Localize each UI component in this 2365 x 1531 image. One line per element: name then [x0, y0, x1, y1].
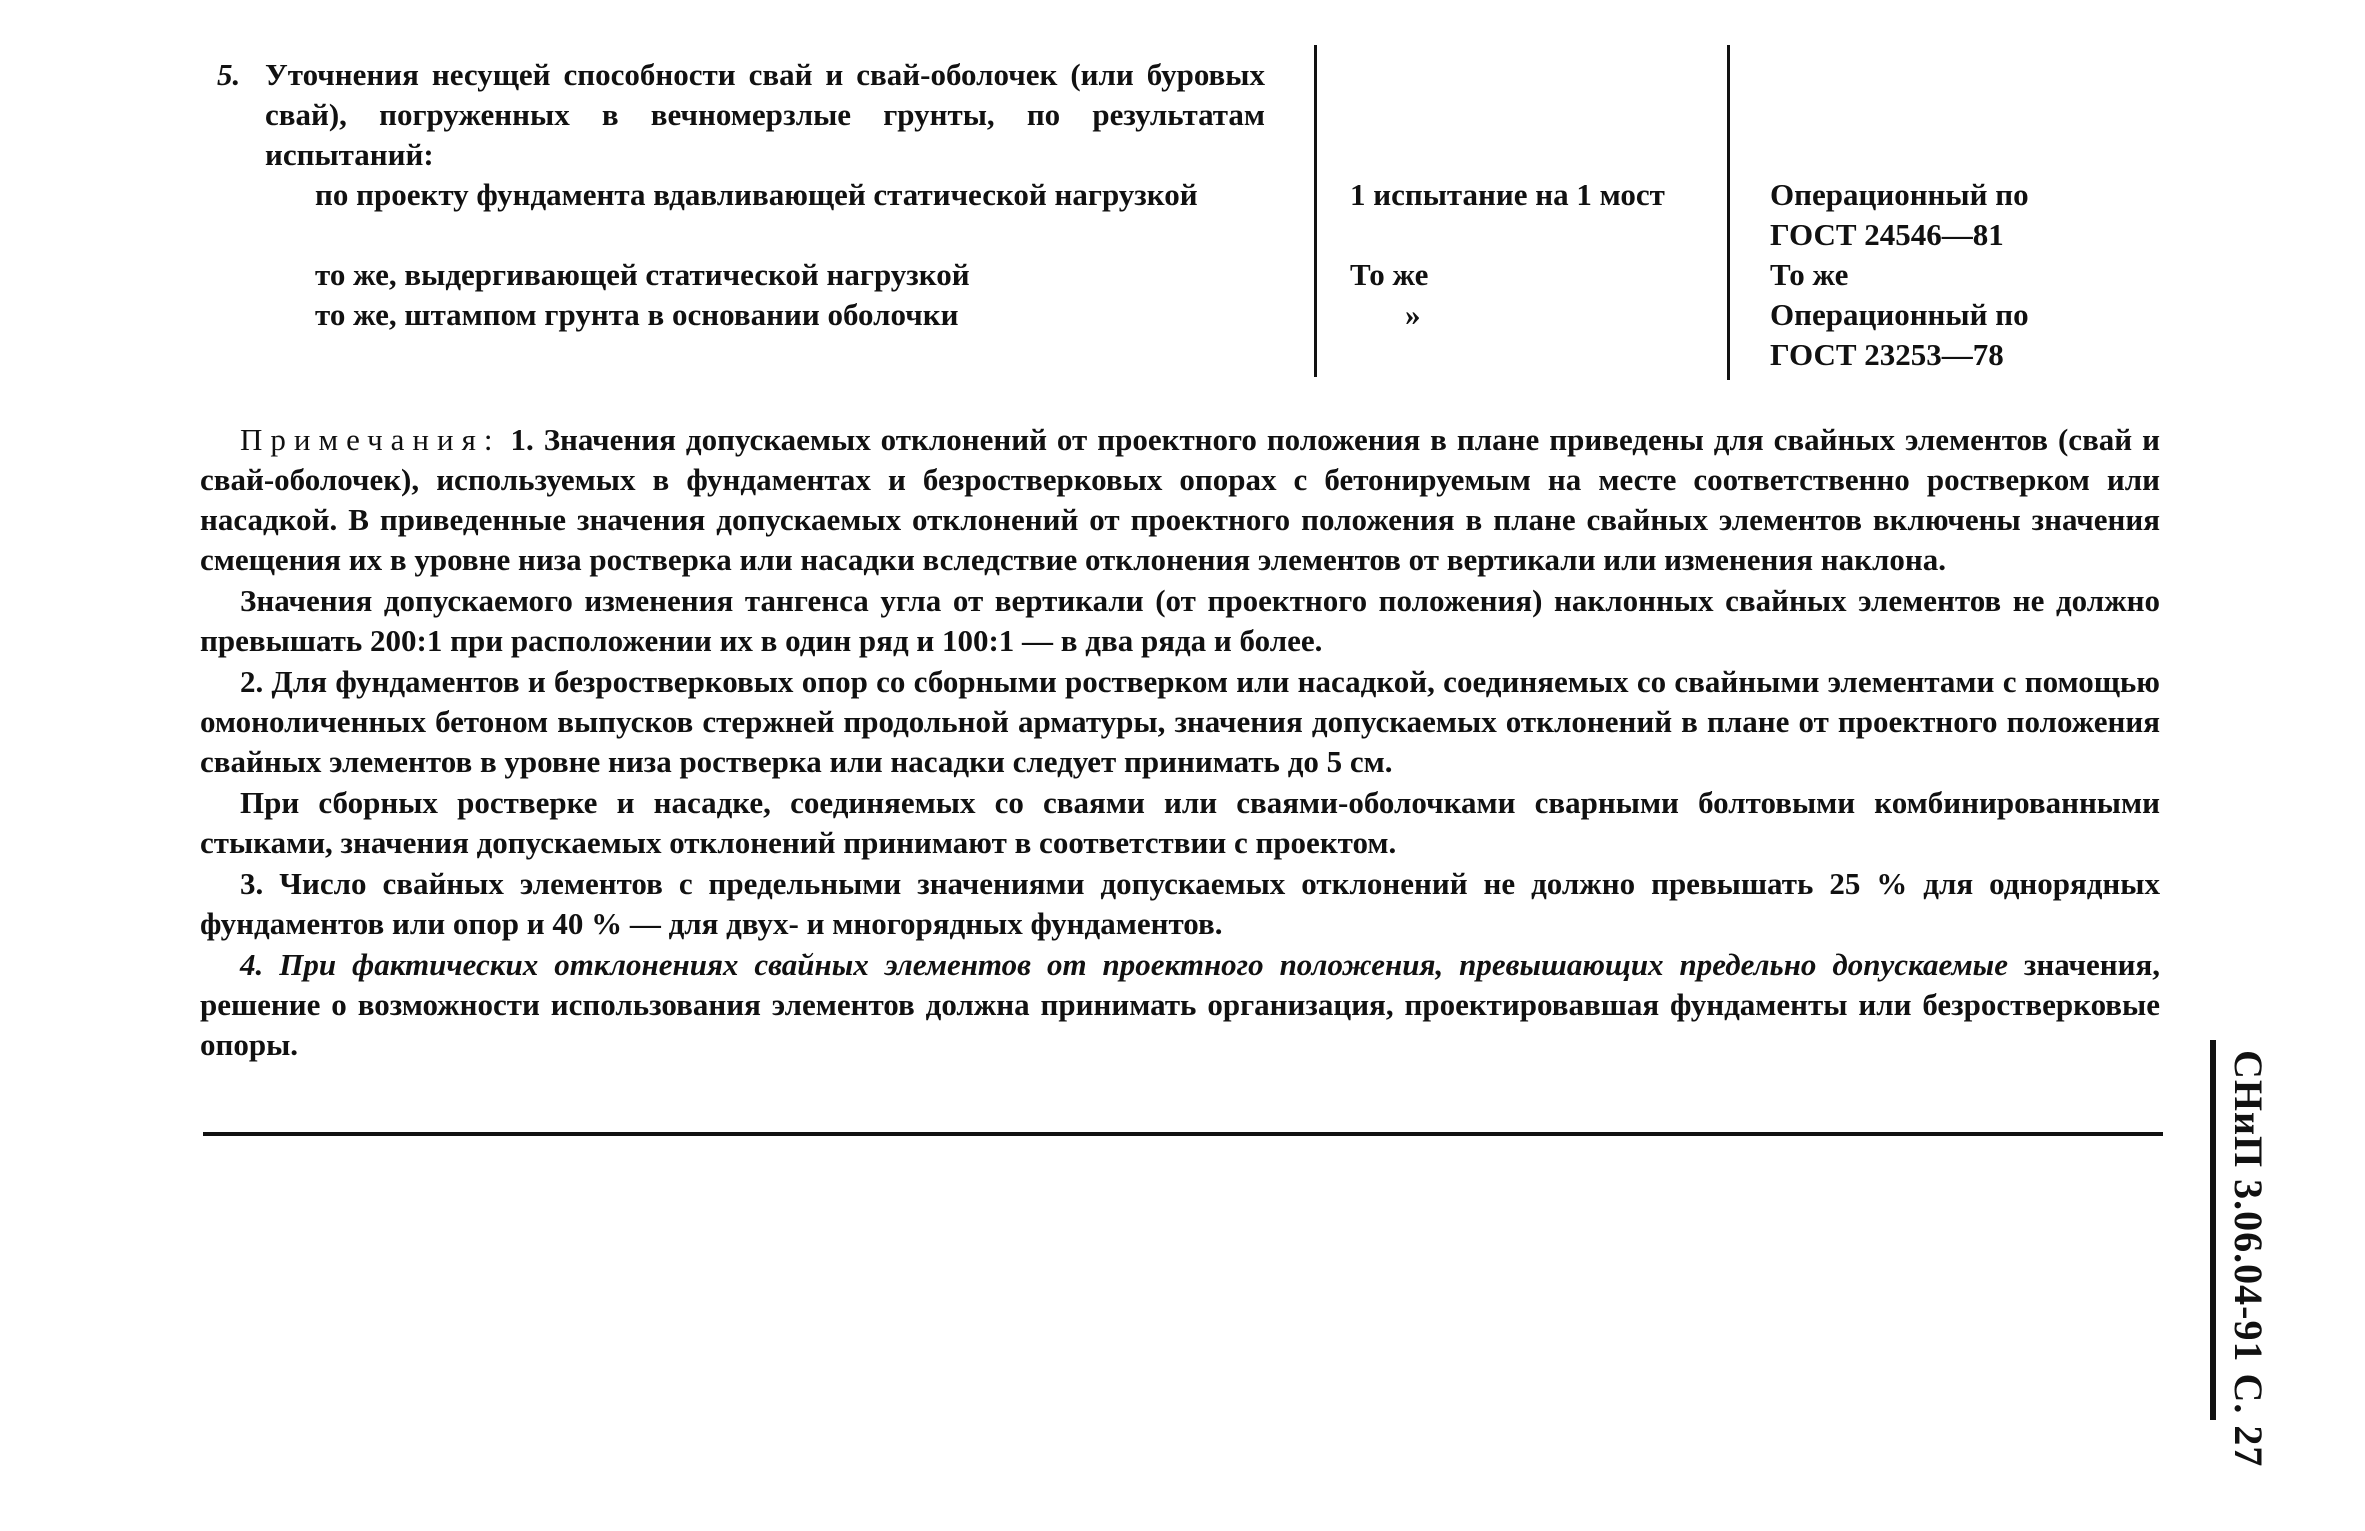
control-line: Операционный по	[1770, 177, 2029, 212]
note-paragraph: 3. Число свайных элементов с предельными значениями допускаемых отклонений не должно превышать 25 % для однорядных фундаментов или опор и 40 % — для двух- и многорядных фундаментов.	[200, 866, 2160, 941]
control-line: То же	[1770, 257, 1849, 292]
table-column-divider	[1314, 45, 1317, 377]
table-row-volume: »	[1405, 297, 1421, 332]
control-line: ГОСТ 23253—78	[1770, 337, 2004, 372]
side-running-head	[2222, 1050, 2274, 1468]
table-row-method: то же, выдергивающей статической нагрузкой	[315, 257, 970, 292]
control-line: Операционный по	[1770, 297, 2029, 332]
item-title: Уточнения несущей способности свай и свай-оболочек (или буровых свай), погруженных в вечномерзлые грунты, по результатам испытаний:	[265, 57, 1265, 172]
side-label-bar	[2210, 1040, 2216, 1420]
bottom-divider	[203, 1132, 2163, 1136]
control-table-fragment	[200, 45, 2080, 375]
table-row-method: то же, штампом грунта в основании оболочки	[315, 297, 959, 332]
note-text: значения, решение о возможности использования элементов должна принимать организация, проектировавшая фундаменты или безростверковые опоры.	[200, 947, 2160, 1062]
control-line: ГОСТ 24546—81	[1770, 217, 2004, 252]
note-paragraph	[200, 420, 2160, 580]
note-paragraph	[200, 945, 2160, 1065]
table-row-volume: То же	[1350, 257, 1429, 292]
table-row-volume: 1 испытание на 1 мост	[1350, 177, 1665, 212]
table-row-control	[1770, 175, 2029, 255]
notes-heading: Примечания:	[240, 422, 501, 457]
table-row-control	[1770, 255, 1848, 295]
note-paragraph: 2. Для фундаментов и безростверковых опор со сборными ростверком или насадкой, соединяемых со свайными элементами с помощью омоноличенных бетоном выпусков стержней продольной арматуры, значения допускаемых отклонений в плане от проектного положения свайных элементов в уровне низа ростверка или насадки следует принимать до 5 см.	[200, 664, 2160, 779]
table-column-divider	[1727, 45, 1730, 380]
note-text-italic: 4. При фактических отклонениях свайных элементов от проектного положения, превышающих предельно допускаемые	[240, 947, 2008, 982]
table-row-method: по проекту фундамента вдавливающей статической нагрузкой	[315, 177, 1198, 212]
document-code-page: СНиП 3.06.04-91 С. 27	[2226, 1050, 2271, 1468]
notes-section	[200, 420, 2160, 1066]
note-text: 1. Значения допускаемых отклонений от проектного положения в плане приведены для свайных элементов (свай и свай-оболочек), используемых в фундаментах и безростверковых опорах с бетонируемым на месте соответственно ростверком или насадкой. В приведенные значения допускаемых отклонений от проектного положения в плане свайных элементов включены значения смещения их в уровне низа ростверка или насадки вследствие отклонения элементов от вертикали или изменения наклона.	[200, 422, 2161, 577]
table-row-control	[1770, 295, 2029, 375]
item-number: 5.	[217, 57, 241, 92]
note-paragraph: Значения допускаемого изменения тангенса угла от вертикали (от проектного положения) наклонных свайных элементов не должно превышать 200:1 при расположении их в один ряд и 100:1 — в два ряда и более.	[200, 583, 2160, 658]
note-paragraph: При сборных ростверке и насадке, соединяемых со сваями или сваями-оболочками сварными болтовыми комбинированными стыками, значения допускаемых отклонений принимают в соответствии с проектом.	[200, 785, 2160, 860]
